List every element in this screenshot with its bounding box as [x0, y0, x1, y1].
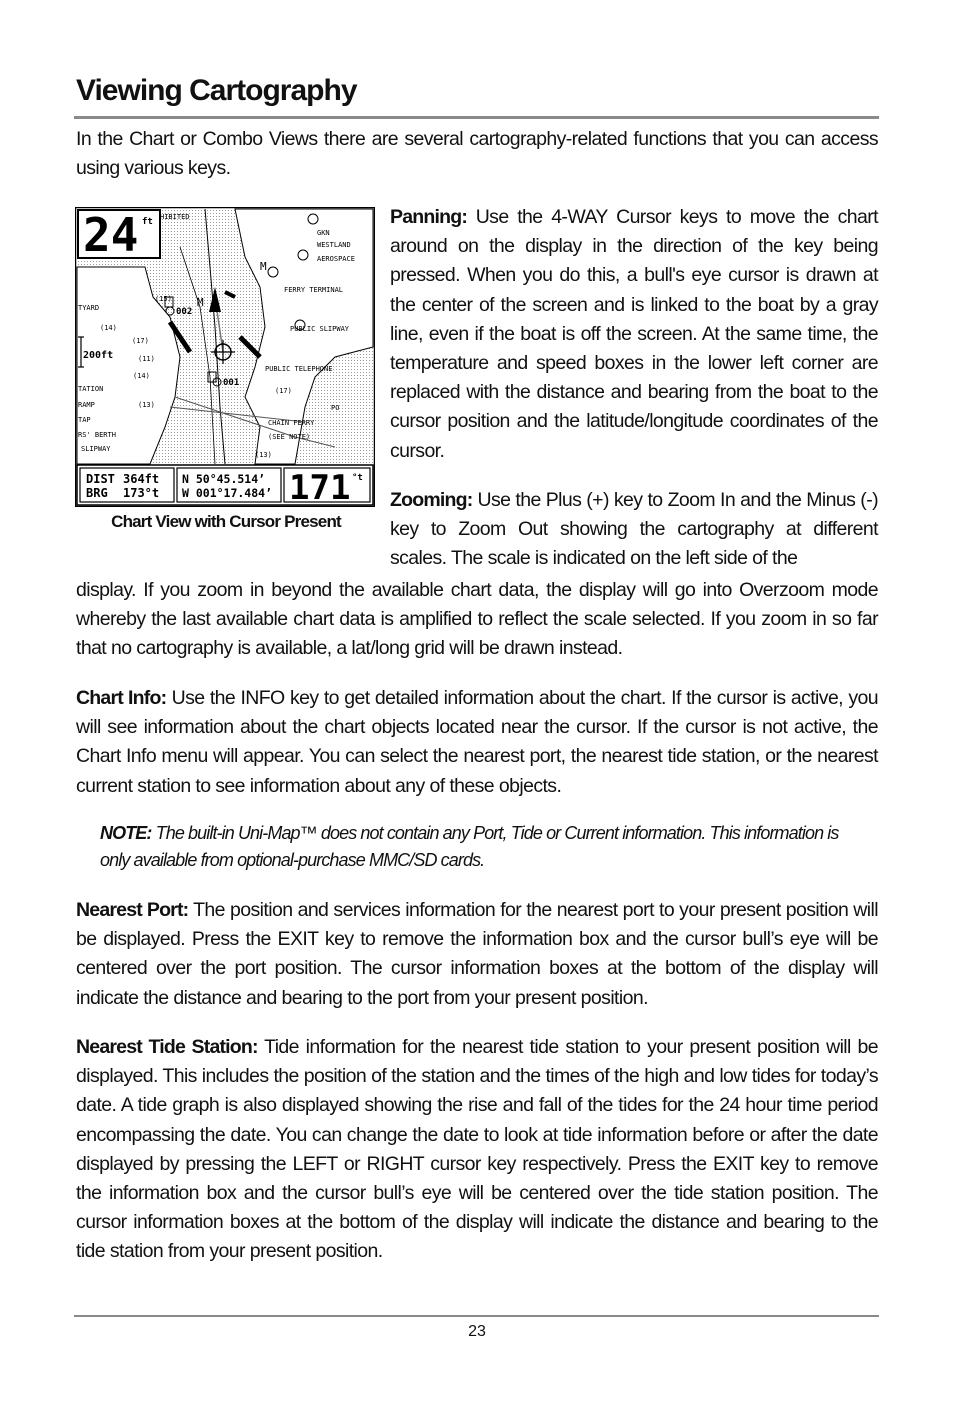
intro-paragraph: In the Chart or Combo Views there are several cartography-related functions that you can access using various keys.: [76, 128, 878, 180]
map-label: PO: [331, 404, 340, 412]
map-label: PUBLIC TELEPHONE: [265, 365, 333, 373]
map-label: (17): [275, 387, 292, 395]
zooming-label: Zooming:: [390, 488, 473, 511]
map-label: (15): [155, 295, 172, 303]
depth-unit: ft: [142, 217, 153, 227]
zooming-paragraph: [390, 486, 878, 574]
chart-info-label: Chart Info:: [76, 687, 167, 709]
nearest-tide-text: Tide information for the nearest tide station to your present position will be displayed. This includes the position of the station and the times of the high and low tides for today’s date. A tide graph is also displayed showing the rise and fall of the tides for the 24 hour time period encompassing the date. You can change the date to look at tide information before or after the date displayed by pressing the LEFT or RIGHT cursor key respectively. Press the EXIT key to remove the information box and the cursor bull’s eye will be centered over the tide station position. The cursor information boxes at the bottom of the display will indicate the distance and bearing to the tide station from your present position.: [76, 1036, 878, 1263]
map-label: SLIPWAY: [81, 445, 111, 453]
waypoint-label: 002: [176, 307, 193, 317]
map-label: PUBLIC SLIPWAY: [290, 325, 350, 333]
map-label: M: [197, 296, 204, 309]
waypoint-label: 001: [223, 378, 240, 388]
depth-value: 24: [83, 208, 139, 262]
nearest-port-label: Nearest Port:: [76, 899, 189, 921]
zooming-text: Use the Plus (+) key to Zoom In and the Minus (-) key to Zoom Out showing the cartography at different scales. The scale is indicated on the left side of the: [390, 488, 878, 570]
longitude-value: W 001°17.484’: [182, 486, 273, 500]
panning-text: Use the 4-WAY Cursor keys to move the chart around on the display in the direction of the key being pressed. When you do this, a bull's eye cursor is drawn at the center of the screen and is linked to the boat by a gray line, even if the boat is off the screen. At the same time, the temperature and speed boxes in the lower left corner are replaced with the distance and bearing from the boat to the cursor position and the latitude/longitude coordinates of the cursor.: [390, 206, 878, 462]
chart-info-paragraph: [76, 684, 878, 801]
map-label: (SEE NOTE): [268, 433, 311, 441]
map-label: RS' BERTH: [78, 431, 116, 439]
note-label: NOTE:: [100, 823, 152, 843]
panning-label: Panning:: [390, 206, 468, 228]
map-label: TAP: [78, 416, 91, 424]
chart-view-figure: [75, 207, 375, 507]
map-label: (11): [138, 355, 155, 363]
brg-value: 173°t: [123, 486, 160, 500]
zooming-continuation: display. If you zoom in beyond the available chart data, the display will go into Overzoom mode whereby the last available chart data is amplified to reflect the scale selected. If you zoom in so far that no cartography is available, a lat/long grid will be drawn instead.: [76, 579, 878, 660]
map-label: TATION: [78, 385, 104, 393]
brg-label: BRG: [86, 486, 108, 500]
note-text: The built-in Uni-Map™ does not contain any Port, Tide or Current information. This information is only available from optional-purchase MMC/SD cards.: [100, 823, 839, 870]
map-label: (17): [132, 337, 149, 345]
map-label: TYARD: [78, 304, 100, 312]
map-label: (14): [100, 324, 117, 332]
map-label: (14): [133, 372, 150, 380]
figure-caption: Chart View with Cursor Present: [111, 512, 341, 531]
page-number: 23: [468, 1323, 486, 1340]
map-label: GKN: [317, 229, 330, 237]
wrapped-text-column: [390, 203, 878, 573]
map-label: FERRY TERMINAL: [284, 286, 344, 294]
nearest-port-paragraph: [76, 896, 878, 1013]
map-label: (13): [255, 451, 272, 459]
footer-rule: [74, 1315, 879, 1317]
heading-unit: °t: [352, 473, 363, 483]
map-label: WESTLAND: [317, 241, 351, 249]
latitude-value: N 50°45.514’: [182, 472, 266, 486]
heading-value: 171: [289, 468, 351, 507]
map-label: RAMP: [78, 401, 95, 409]
scale-label: 200ft: [83, 350, 114, 361]
map-label: (13): [138, 401, 155, 409]
note-paragraph: [100, 820, 870, 874]
map-label: M: [260, 260, 267, 273]
nearest-tide-label: Nearest Tide Station:: [76, 1036, 258, 1058]
chart-info-text: Use the INFO key to get detailed information about the chart. If the cursor is active, you will see information about the chart objects located near the cursor. If the cursor is not active, the Chart Info menu will appear. You can select the nearest port, the nearest tide station, or the nearest current station to see information about any of these objects.: [76, 687, 878, 797]
dist-value: 364ft: [123, 472, 160, 486]
dist-label: DIST: [86, 472, 115, 486]
map-label: HIBITED: [160, 213, 190, 221]
map-label: CHAIN FERRY: [268, 419, 315, 427]
title-rule: [74, 116, 879, 119]
map-label: AEROSPACE: [317, 255, 355, 263]
nearest-port-text: The position and services information for the nearest port to your present position will be displayed. Press the EXIT key to remove the information box and the cursor bull’s eye will be centered over the port position. The cursor information boxes at the bottom of the display will indicate the distance and bearing to the port from your present position.: [76, 899, 878, 1009]
chart-screen: [75, 207, 375, 507]
panning-paragraph: [390, 203, 878, 466]
page-title: Viewing Cartography: [76, 74, 357, 107]
nearest-tide-paragraph: [76, 1033, 878, 1267]
